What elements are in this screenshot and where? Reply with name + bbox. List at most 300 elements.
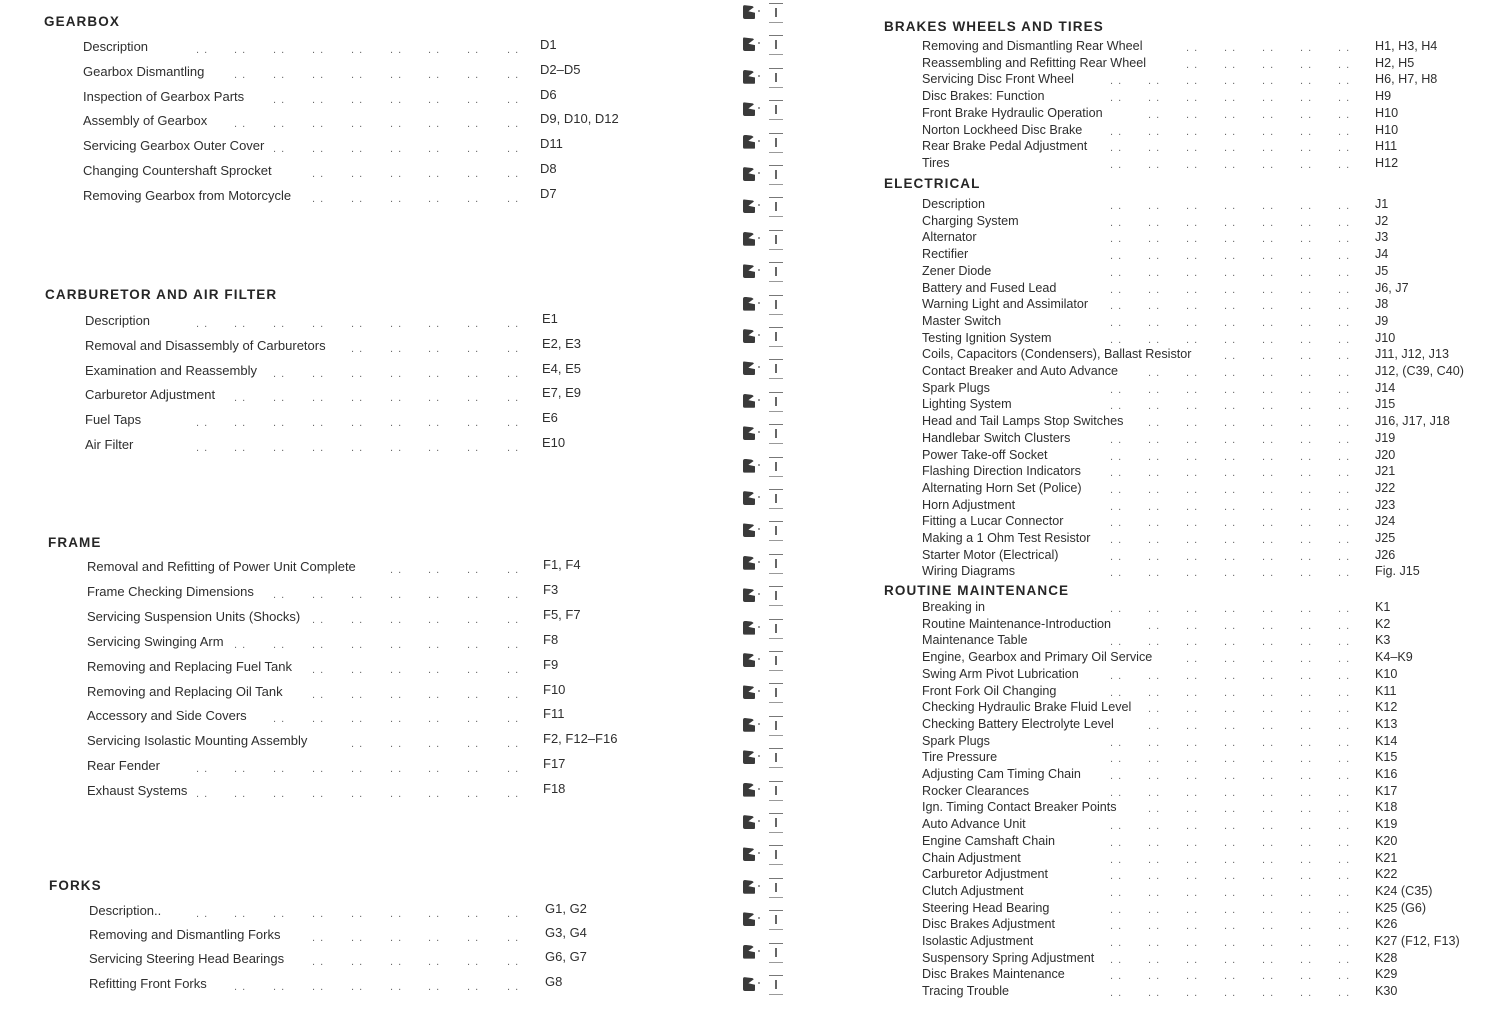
spiral-ring-icon bbox=[743, 99, 789, 121]
leader-dots: . . bbox=[507, 367, 520, 380]
leader-dots: . . bbox=[196, 44, 209, 56]
leader-dots: . . bbox=[1338, 300, 1351, 313]
ring-tick bbox=[758, 885, 760, 887]
entry-title: Spark Plugs bbox=[922, 380, 990, 395]
leader-dots: . . bbox=[428, 143, 441, 156]
leader-dots: . . bbox=[1300, 886, 1313, 899]
page-reference: J1 bbox=[1375, 197, 1389, 211]
leader-dots: . . bbox=[234, 68, 247, 81]
leader-dots: . . bbox=[390, 564, 403, 576]
leader-dots: . . bbox=[1148, 500, 1161, 513]
leader-dots: . . bbox=[1300, 467, 1313, 480]
leader-dots: . . bbox=[390, 956, 403, 969]
leader-dots: . . bbox=[1148, 953, 1161, 966]
ring-slot bbox=[769, 878, 783, 898]
leader-dots: . . bbox=[351, 738, 364, 751]
page-reference: J25 bbox=[1375, 531, 1396, 545]
page-reference: K16 bbox=[1375, 767, 1398, 781]
section-heading: GEARBOX bbox=[44, 14, 120, 29]
page-reference: K28 bbox=[1375, 950, 1398, 965]
ring-hook bbox=[743, 102, 755, 116]
leader-dots: . . bbox=[1224, 703, 1237, 716]
leader-dots: . . bbox=[428, 118, 441, 131]
leader-dots: . . bbox=[1110, 753, 1123, 766]
leader-dots: . . bbox=[1148, 250, 1161, 263]
page-reference: D6 bbox=[540, 86, 557, 102]
leader-dots: . . bbox=[1148, 603, 1161, 615]
leader-dots: . . bbox=[273, 980, 286, 993]
entry-title: Gearbox Dismantling bbox=[83, 63, 205, 79]
leader-dots: . . bbox=[1110, 603, 1123, 615]
spiral-ring-icon bbox=[743, 618, 789, 640]
leader-dots: . . bbox=[1224, 333, 1237, 346]
entry-title: Air Filter bbox=[85, 437, 134, 452]
leader-dots: . . bbox=[1224, 108, 1237, 121]
leader-dots: . . bbox=[390, 788, 403, 801]
leader-dots: . . bbox=[273, 908, 286, 920]
page-reference: J24 bbox=[1375, 514, 1396, 529]
entry-title: Servicing Suspension Units (Shocks) bbox=[87, 608, 301, 624]
page-reference: K3 bbox=[1375, 633, 1391, 648]
entry-title: Charging System bbox=[922, 213, 1019, 228]
page-reference: J12, (C39, C40) bbox=[1375, 364, 1464, 378]
leader-dots: . . bbox=[467, 342, 480, 355]
ring-slot bbox=[769, 100, 783, 120]
leader-dots: . . bbox=[1262, 703, 1275, 716]
page-reference: K15 bbox=[1375, 750, 1398, 765]
leader-dots: . . bbox=[1224, 417, 1237, 430]
leader-dots: . . bbox=[390, 342, 403, 355]
spiral-ring-icon bbox=[743, 391, 789, 413]
leader-dots: . . bbox=[1262, 517, 1275, 530]
leader-dots: . . bbox=[507, 788, 520, 801]
ring-hook bbox=[743, 491, 755, 505]
leader-dots: . . bbox=[273, 763, 286, 776]
spiral-ring-icon bbox=[743, 326, 789, 348]
entry-title: Frame Checking Dimensions bbox=[87, 583, 254, 599]
leader-dots: . . bbox=[1338, 820, 1351, 833]
leader-dots: . . bbox=[1262, 970, 1275, 983]
leader-dots: . . bbox=[1262, 142, 1275, 155]
page-reference: F18 bbox=[543, 781, 566, 797]
leader-dots: . . bbox=[507, 638, 520, 651]
leader-dots: . . bbox=[351, 788, 364, 801]
leader-dots: . . bbox=[467, 143, 480, 156]
leader-dots: . . bbox=[1186, 686, 1199, 699]
leader-dots: . . bbox=[1262, 233, 1275, 246]
leader-dots: . . bbox=[428, 932, 441, 945]
leader-dots: . . bbox=[1262, 108, 1275, 121]
leader-dots: . . bbox=[1262, 987, 1275, 1000]
leader-dots: . . bbox=[1300, 483, 1313, 496]
leader-dots: . . bbox=[507, 168, 520, 180]
page-reference: H1, H3, H4 bbox=[1375, 39, 1438, 53]
leader-dots: . . bbox=[1338, 970, 1351, 983]
leader-dots: . . bbox=[1262, 200, 1275, 212]
leader-dots: . . bbox=[1300, 920, 1313, 933]
leader-dots: . . bbox=[1148, 669, 1161, 682]
ring-slot bbox=[769, 586, 783, 606]
ring-tick bbox=[758, 690, 760, 692]
leader-dots: . . bbox=[1300, 619, 1313, 632]
leader-dots: . . bbox=[1224, 886, 1237, 899]
leader-dots: . . bbox=[1186, 433, 1199, 446]
leader-dots: . . bbox=[467, 168, 480, 180]
entry-title: Tire Pressure bbox=[922, 750, 998, 765]
leader-dots: . . bbox=[1300, 970, 1313, 983]
leader-dots: . . bbox=[312, 956, 325, 969]
leader-dots: . . bbox=[1186, 703, 1199, 716]
leader-dots: . . bbox=[1110, 200, 1123, 212]
entry-title: Servicing Gearbox Outer Cover bbox=[83, 138, 265, 154]
leader-dots: . . bbox=[1148, 216, 1161, 229]
leader-dots: . . bbox=[1262, 467, 1275, 480]
leader-dots: . . bbox=[1186, 483, 1199, 496]
ring-slot bbox=[769, 35, 783, 55]
entry-title: Starter Motor (Electrical) bbox=[922, 547, 1059, 562]
leader-dots: . . bbox=[1300, 803, 1313, 816]
leader-dots: . . bbox=[312, 168, 325, 180]
leader-dots: . . bbox=[273, 93, 286, 106]
entry-title: Master Switch bbox=[922, 313, 1002, 328]
leader-dots: . . bbox=[1148, 619, 1161, 632]
leader-dots: . . bbox=[467, 763, 480, 776]
leader-dots: . . bbox=[390, 367, 403, 380]
page-reference: K12 bbox=[1375, 700, 1398, 715]
page-reference: K1 bbox=[1375, 600, 1391, 614]
ring-tick bbox=[758, 237, 760, 239]
leader-dots: . . bbox=[351, 417, 364, 430]
page-reference: F2, F12–F16 bbox=[543, 731, 618, 747]
leader-dots: . . bbox=[467, 932, 480, 945]
section-heading: BRAKES WHEELS AND TIRES bbox=[884, 19, 1104, 34]
entry-title: Front Brake Hydraulic Operation bbox=[922, 105, 1103, 120]
leader-dots: . . bbox=[1110, 786, 1123, 799]
entry-title: Zener Diode bbox=[922, 263, 992, 278]
leader-dots: . . bbox=[1148, 987, 1161, 1000]
leader-dots: . . bbox=[1224, 75, 1237, 88]
entry-title: Auto Advance Unit bbox=[922, 817, 1026, 832]
leader-dots: . . bbox=[1224, 433, 1237, 446]
leader-dots: . . bbox=[1262, 719, 1275, 732]
leader-dots: . . bbox=[1300, 216, 1313, 229]
leader-dots: . . bbox=[1148, 786, 1161, 799]
leader-dots: . . bbox=[507, 68, 520, 81]
entry-title: Clutch Adjustment bbox=[922, 883, 1024, 898]
leader-dots: . . bbox=[1186, 92, 1199, 105]
page-reference: D1 bbox=[540, 37, 557, 52]
leader-dots: . . bbox=[467, 442, 480, 454]
leader-dots: . . bbox=[351, 932, 364, 945]
spiral-ring-icon bbox=[743, 423, 789, 445]
ring-slot bbox=[769, 68, 783, 88]
leader-dots: . . bbox=[1338, 836, 1351, 849]
leader-dots: . . bbox=[1186, 550, 1199, 563]
leader-dots: . . bbox=[428, 44, 441, 56]
spiral-ring-icon bbox=[743, 196, 789, 218]
page-reference: F3 bbox=[543, 581, 559, 597]
ring-tick bbox=[758, 172, 760, 174]
leader-dots: . . bbox=[1300, 500, 1313, 513]
leader-dots: . . bbox=[1224, 550, 1237, 563]
leader-dots: . . bbox=[1148, 836, 1161, 849]
leader-dots: . . bbox=[1300, 953, 1313, 966]
leader-dots: . . bbox=[1148, 200, 1161, 212]
leader-dots: . . bbox=[1224, 970, 1237, 983]
leader-dots: . . bbox=[234, 118, 247, 131]
leader-dots: . . bbox=[1186, 517, 1199, 530]
leader-dots: . . bbox=[1262, 953, 1275, 966]
page-reference: Fig. J15 bbox=[1375, 564, 1420, 579]
leader-dots: . . bbox=[1186, 266, 1199, 279]
leader-dots: . . bbox=[390, 192, 403, 205]
leader-dots: . . bbox=[1186, 920, 1199, 933]
leader-dots: . . bbox=[1300, 75, 1313, 88]
leader-dots: . . bbox=[1300, 534, 1313, 546]
leader-dots: . . bbox=[1186, 870, 1199, 883]
leader-dots: . . bbox=[234, 392, 247, 405]
page-reference: F5, F7 bbox=[543, 606, 581, 622]
leader-dots: . . bbox=[1148, 367, 1161, 379]
leader-dots: . . bbox=[1262, 216, 1275, 229]
leader-dots: . . bbox=[1148, 937, 1161, 949]
leader-dots: . . bbox=[1224, 367, 1237, 379]
leader-dots: . . bbox=[1148, 853, 1161, 866]
spiral-ring-icon bbox=[743, 520, 789, 542]
leader-dots: . . bbox=[1148, 142, 1161, 155]
spiral-ring-icon bbox=[743, 909, 789, 931]
leader-dots: . . bbox=[1300, 786, 1313, 799]
ring-tick bbox=[758, 593, 760, 595]
leader-dots: . . bbox=[312, 192, 325, 205]
leader-dots: . . bbox=[1224, 300, 1237, 313]
leader-dots: . . bbox=[1186, 953, 1199, 966]
leader-dots: . . bbox=[1186, 58, 1199, 71]
leader-dots: . . bbox=[467, 93, 480, 106]
leader-dots: . . bbox=[1110, 333, 1123, 346]
page-reference: G1, G2 bbox=[545, 901, 587, 916]
leader-dots: . . bbox=[351, 168, 364, 180]
leader-dots: . . bbox=[1262, 550, 1275, 563]
leader-dots: . . bbox=[1338, 534, 1351, 546]
page-reference: E7, E9 bbox=[542, 385, 582, 401]
leader-dots: . . bbox=[1110, 467, 1123, 480]
leader-dots: . . bbox=[312, 68, 325, 81]
leader-dots: . . bbox=[1186, 125, 1199, 138]
ring-tick bbox=[758, 658, 760, 660]
leader-dots: . . bbox=[1186, 886, 1199, 899]
page-reference: J15 bbox=[1375, 397, 1396, 412]
leader-dots: . . bbox=[273, 68, 286, 81]
spiral-ring-icon bbox=[743, 780, 789, 802]
leader-dots: . . bbox=[351, 613, 364, 626]
ring-hook bbox=[743, 135, 755, 149]
page-reference: D7 bbox=[540, 185, 557, 201]
leader-dots: . . bbox=[1110, 92, 1123, 105]
leader-dots: . . bbox=[1300, 636, 1313, 649]
leader-dots: . . bbox=[1186, 567, 1199, 580]
leader-dots: . . bbox=[1224, 250, 1237, 263]
leader-dots: . . bbox=[1262, 400, 1275, 413]
leader-dots: . . bbox=[1186, 467, 1199, 480]
leader-dots: . . bbox=[351, 638, 364, 651]
leader-dots: . . bbox=[1186, 367, 1199, 379]
leader-dots: . . bbox=[390, 392, 403, 405]
leader-dots: . . bbox=[1148, 158, 1161, 171]
ring-slot bbox=[769, 683, 783, 703]
leader-dots: . . bbox=[1224, 770, 1237, 782]
leader-dots: . . bbox=[428, 367, 441, 380]
entry-title: Tracing Trouble bbox=[922, 984, 1010, 999]
leader-dots: . . bbox=[1262, 803, 1275, 816]
ring-hook bbox=[743, 426, 755, 440]
leader-dots: . . bbox=[234, 318, 247, 330]
leader-dots: . . bbox=[1148, 970, 1161, 983]
page-reference: J2 bbox=[1375, 213, 1389, 228]
page-reference: J22 bbox=[1375, 480, 1396, 495]
entry-title: Wiring Diagrams bbox=[922, 564, 1016, 579]
leader-dots: . . bbox=[312, 932, 325, 945]
entry-title: Handlebar Switch Clusters bbox=[922, 430, 1071, 445]
entry-title: Maintenance Table bbox=[922, 633, 1028, 648]
leader-dots: . . bbox=[1300, 300, 1313, 313]
leader-dots: . . bbox=[351, 980, 364, 993]
leader-dots: . . bbox=[1300, 719, 1313, 732]
section-heading: FORKS bbox=[49, 878, 102, 893]
leader-dots: . . bbox=[1300, 92, 1313, 105]
leader-dots: . . bbox=[1148, 753, 1161, 766]
entry-title: Spark Plugs bbox=[922, 733, 990, 748]
leader-dots: . . bbox=[1110, 433, 1123, 446]
leader-dots: . . bbox=[1262, 125, 1275, 138]
leader-dots: . . bbox=[428, 980, 441, 993]
page-reference: J14 bbox=[1375, 380, 1396, 395]
page-reference: H10 bbox=[1375, 105, 1399, 120]
leader-dots: . . bbox=[507, 932, 520, 945]
leader-dots: . . bbox=[234, 638, 247, 651]
page-reference: K2 bbox=[1375, 616, 1391, 631]
entry-title: Swing Arm Pivot Lubrication bbox=[922, 666, 1079, 681]
leader-dots: . . bbox=[196, 318, 209, 330]
leader-dots: . . bbox=[507, 956, 520, 969]
leader-dots: . . bbox=[312, 392, 325, 405]
leader-dots: . . bbox=[1224, 619, 1237, 632]
leader-dots: . . bbox=[1300, 669, 1313, 682]
leader-dots: . . bbox=[351, 68, 364, 81]
leader-dots: . . bbox=[1110, 870, 1123, 883]
leader-dots: . . bbox=[1262, 770, 1275, 782]
leader-dots: . . bbox=[1148, 870, 1161, 883]
leader-dots: . . bbox=[1300, 250, 1313, 263]
leader-dots: . . bbox=[1338, 58, 1351, 71]
page-reference: K29 bbox=[1375, 967, 1398, 982]
leader-dots: . . bbox=[1148, 770, 1161, 782]
leader-dots: . . bbox=[1186, 803, 1199, 816]
leader-dots: . . bbox=[1224, 820, 1237, 833]
entry-title: Alternating Horn Set (Police) bbox=[922, 480, 1082, 495]
leader-dots: . . bbox=[273, 118, 286, 131]
leader-dots: . . bbox=[1186, 753, 1199, 766]
leader-dots: . . bbox=[312, 688, 325, 701]
leader-dots: . . bbox=[1262, 903, 1275, 916]
leader-dots: . . bbox=[312, 613, 325, 626]
leader-dots: . . bbox=[312, 663, 325, 676]
leader-dots: . . bbox=[428, 638, 441, 651]
entry-title: Inspection of Gearbox Parts bbox=[83, 88, 245, 104]
ring-tick bbox=[758, 917, 760, 919]
leader-dots: . . bbox=[1300, 266, 1313, 279]
ring-hook bbox=[743, 685, 755, 699]
ring-hook bbox=[743, 912, 755, 926]
leader-dots: . . bbox=[1300, 703, 1313, 716]
leader-dots: . . bbox=[390, 93, 403, 106]
entry-title: Coils, Capacitors (Condensers), Ballast Resistor bbox=[922, 347, 1192, 362]
leader-dots: . . bbox=[1186, 383, 1199, 396]
entry-title: Servicing Steering Head Bearings bbox=[89, 951, 285, 967]
leader-dots: . . bbox=[1300, 753, 1313, 766]
ring-tick bbox=[758, 399, 760, 401]
leader-dots: . . bbox=[1110, 233, 1123, 246]
ring-hook bbox=[743, 361, 755, 375]
leader-dots: . . bbox=[1262, 686, 1275, 699]
leader-dots: . . bbox=[351, 318, 364, 330]
leader-dots: . . bbox=[1110, 853, 1123, 866]
entry-title: Chain Adjustment bbox=[922, 850, 1021, 865]
ring-hook bbox=[743, 523, 755, 537]
ring-tick bbox=[758, 42, 760, 44]
leader-dots: . . bbox=[234, 417, 247, 430]
leader-dots: . . bbox=[1148, 467, 1161, 480]
leader-dots: . . bbox=[1224, 836, 1237, 849]
leader-dots: . . bbox=[1110, 736, 1123, 749]
leader-dots: . . bbox=[1148, 920, 1161, 933]
leader-dots: . . bbox=[1110, 500, 1123, 513]
leader-dots: . . bbox=[273, 417, 286, 430]
leader-dots: . . bbox=[1338, 619, 1351, 632]
ring-hook bbox=[743, 783, 755, 797]
leader-dots: . . bbox=[234, 788, 247, 801]
leader-dots: . . bbox=[1110, 75, 1123, 88]
ring-tick bbox=[758, 75, 760, 77]
spiral-ring-icon bbox=[743, 456, 789, 478]
leader-dots: . . bbox=[428, 738, 441, 751]
leader-dots: . . bbox=[390, 738, 403, 751]
leader-dots: . . bbox=[1338, 686, 1351, 699]
leader-dots: . . bbox=[1338, 400, 1351, 413]
leader-dots: . . bbox=[1338, 383, 1351, 396]
leader-dots: . . bbox=[351, 442, 364, 454]
leader-dots: . . bbox=[351, 588, 364, 601]
leader-dots: . . bbox=[351, 713, 364, 726]
leader-dots: . . bbox=[1148, 719, 1161, 732]
leader-dots: . . bbox=[312, 367, 325, 380]
entry-title: Disc Brakes Adjustment bbox=[922, 917, 1055, 932]
leader-dots: . . bbox=[1186, 719, 1199, 732]
ring-slot bbox=[769, 845, 783, 865]
leader-dots: . . bbox=[1110, 517, 1123, 530]
page-reference: H2, H5 bbox=[1375, 55, 1415, 70]
leader-dots: . . bbox=[1186, 736, 1199, 749]
leader-dots: . . bbox=[1224, 786, 1237, 799]
leader-dots: . . bbox=[428, 908, 441, 920]
leader-dots: . . bbox=[1224, 753, 1237, 766]
page-reference: J16, J17, J18 bbox=[1375, 414, 1450, 429]
ring-slot bbox=[769, 943, 783, 963]
leader-dots: . . bbox=[467, 392, 480, 405]
leader-dots: . . bbox=[1338, 350, 1351, 363]
leader-dots: . . bbox=[1338, 736, 1351, 749]
leader-dots: . . bbox=[1110, 953, 1123, 966]
